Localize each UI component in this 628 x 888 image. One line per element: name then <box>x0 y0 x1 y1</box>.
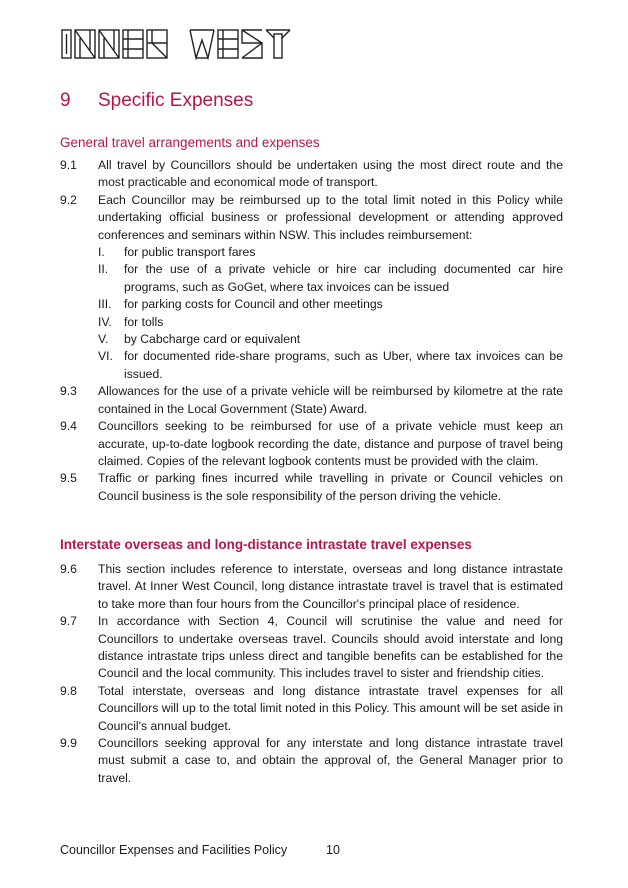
list-item: 9.5 Traffic or parking fines incurred while travelling in private or Council vehicles on Council business is the sole responsibility of the person driving the vehicle. <box>60 471 563 503</box>
list-item: 9.7 In accordance with Section 4, Council will scrutinise the value and need for Councillors to undertake overseas travel. Councils should avoid interstate and long distance intrastate trips unless direct and tangible benefits can be established for the Council and the local community. This includes travel to sister and friendship cities. <box>60 614 563 681</box>
page-number: 10 <box>326 843 340 857</box>
inner-west-logo-icon <box>60 26 300 62</box>
sublist-item: I. for public transport fares <box>98 245 256 260</box>
interstate-travel-list <box>60 561 563 787</box>
reimbursement-sublist <box>98 244 563 383</box>
section-heading <box>60 90 253 112</box>
sublist-item: III. for parking costs for Council and other meetings <box>98 297 383 312</box>
subheading-general-travel: General travel arrangements and expenses <box>60 135 320 150</box>
sublist-item: IV. for tolls <box>98 314 164 329</box>
list-item: 9.6 This section includes reference to interstate, overseas and long distance intrastate travel. At Inner West Council, long distance intrastate travel is travel that is estimated to take more than four hours from the Councillor's principal place of residence. <box>60 562 563 611</box>
section-number: 9 <box>60 90 71 111</box>
list-item: 9.2 Each Councillor may be reimbursed up to the total limit noted in this Policy while undertaking official business or professional development or attending approved conferences and seminars within NSW. This includes reimbursement: I. for public transport fares II. for the use of a private vehicle or hire car including documented car hire programs, such as GoGet, where tax invoices can be issued III. for parking costs for Council and other meetings IV. for tolls V. by Cabcharge card or equivalent VI. for documented ride-share programs, such as Uber, where tax invoices can be issued. <box>60 192 563 383</box>
list-item: 9.3 Allowances for the use of a private vehicle will be reimbursed by kilometre at the rate contained in the Local Government (State) Award. <box>60 384 563 416</box>
list-item: 9.8 Total interstate, overseas and long distance intrastate travel expenses for all Councillors will up to the total limit noted in this Policy. This amount will be set aside in Council's annual budget. <box>60 683 563 733</box>
sublist-item: VI. for documented ride-share programs, such as Uber, where tax invoices can be issued. <box>98 349 563 381</box>
footer-title: Councillor Expenses and Facilities Policy <box>60 843 288 857</box>
general-travel-list <box>60 157 563 505</box>
sublist-item: II. for the use of a private vehicle or hire car including documented car hire programs, such as GoGet, where tax invoices can be issued <box>98 262 563 294</box>
sublist-item: V. by Cabcharge card or equivalent <box>98 332 301 347</box>
list-item: 9.9 Councillors seeking approval for any interstate and long distance intrastate travel must submit a case to, and obtain the approval of, the General Manager prior to travel. <box>60 736 563 785</box>
list-item: 9.4 Councillors seeking to be reimbursed for use of a private vehicle must keep an accurate, up-to-date logbook recording the date, distance and purpose of travel being claimed. Copies of the relevant logbook contents must be provided with the claim. <box>60 419 563 468</box>
section-title: Specific Expenses <box>98 90 254 111</box>
page-footer <box>60 843 340 857</box>
subheading-interstate-travel: Interstate overseas and long-distance intrastate travel expenses <box>60 537 472 552</box>
list-item: 9.1 All travel by Councillors should be undertaken using the most direct route and the most practicable and economical mode of transport. <box>60 158 563 190</box>
inner-west-logo <box>60 26 300 62</box>
